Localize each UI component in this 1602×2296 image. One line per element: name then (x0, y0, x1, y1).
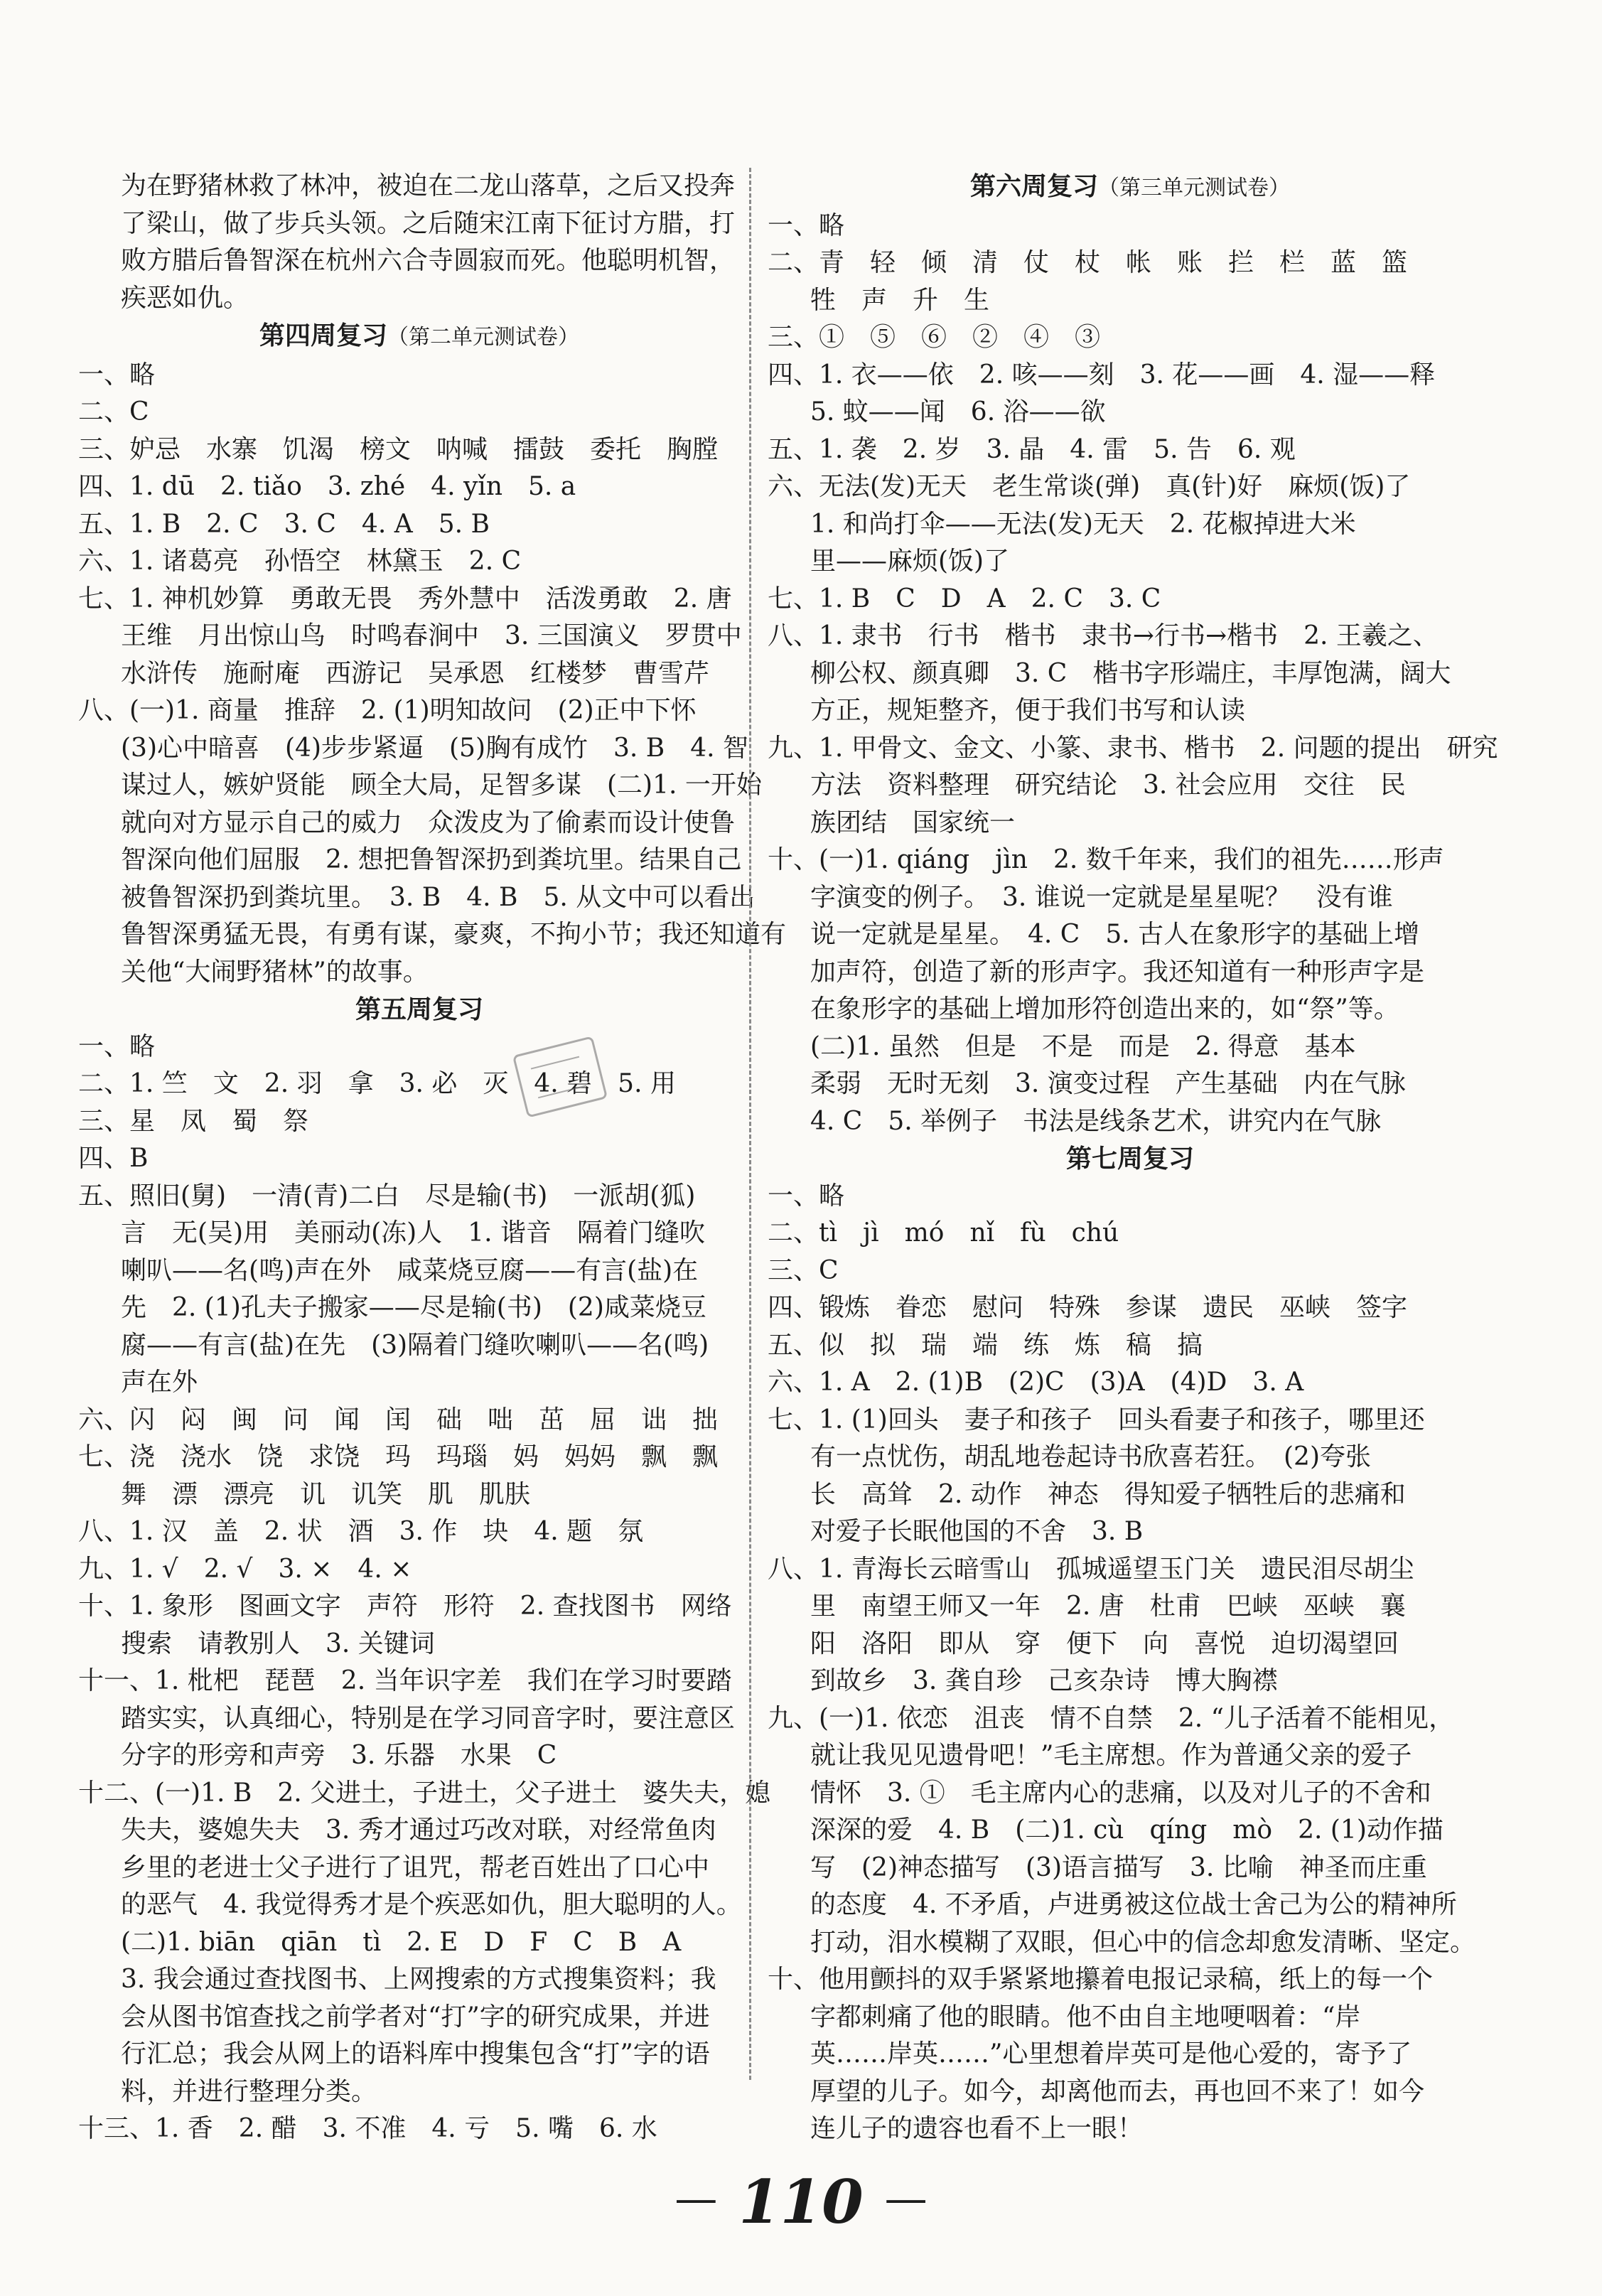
answer-continuation-line: 阳 洛阳 即从 穿 便下 向 喜悦 迫切渴望回 (810, 1629, 1399, 1658)
answer-continuation-line: 长 高耸 2. 动作 神态 得知爱子牺牲后的悲痛和 (810, 1479, 1406, 1509)
section-heading (78, 317, 760, 357)
answer-item-line: 二、C (78, 397, 149, 427)
answer-continuation-line: 分字的形旁和声旁 3. 乐器 水果 C (121, 1741, 557, 1770)
answer-continuation-line: 方正，规矩整齐，便于我们书写和认读 (810, 696, 1246, 725)
section-subtitle: （第三单元测试卷） (1098, 176, 1290, 200)
answer-continuation-line: 智深向他们屈服 2. 想把鲁智深扔到粪坑里。结果自己 (121, 845, 742, 874)
section-title: 第五周复习 (355, 994, 483, 1024)
answer-continuation-line: 的恶气 4. 我觉得秀才是个疾恶如仇，胆大聪明的人。 (121, 1890, 742, 1919)
answer-item-line: 十、1. 象形 图画文字 声符 形符 2. 查找图书 网络 (78, 1592, 732, 1621)
answer-continuation-line: 败方腊后鲁智深在杭州六合寺圆寂而死。他聪明机智， (121, 246, 736, 275)
column-divider (749, 168, 751, 2080)
answer-continuation-line: 连儿子的遗容也看不上一眼！ (810, 2114, 1144, 2143)
answer-item-line: 七、浇 浇水 饶 求饶 玛 玛瑙 妈 妈妈 飘 飘 (78, 1442, 719, 1471)
answer-item-line: 四、1. 衣——依 2. 咳——刻 3. 花——画 4. 湿——释 (768, 360, 1436, 390)
answer-item-line: 八、1. 隶书 行书 楷书 隶书→行书→楷书 2. 王羲之、 (768, 621, 1439, 650)
answer-item-line: 九、1. √ 2. √ 3. × 4. × (78, 1554, 412, 1584)
footer-dash-left: — (674, 2174, 718, 2223)
answer-continuation-line: 打动，泪水模糊了双眼，但心中的信念却愈发清晰、坚定。 (810, 1927, 1476, 1957)
answer-continuation-line: 对爱子长眠他国的不舍 3. B (810, 1517, 1144, 1546)
answer-item-line: 七、1. B C D A 2. C 3. C (768, 584, 1161, 613)
answer-continuation-line: 里 南望王师又一年 2. 唐 杜甫 巴峡 巫峡 襄 (810, 1592, 1406, 1621)
answer-continuation-line: 有一点忧伤，胡乱地卷起诗书欣喜若狂。 (2)夸张 (810, 1442, 1371, 1471)
answer-item-line: 七、1. 神机妙算 勇敢无畏 秀外慧中 活泼勇敢 2. 唐 (78, 584, 732, 613)
answer-continuation-line: 水浒传 施耐庵 西游记 吴承恩 红楼梦 曹雪芹 (121, 658, 710, 688)
answer-item-line: 八、1. 青海长云暗雪山 孤城遥望玉门关 遗民泪尽胡尘 (768, 1554, 1414, 1584)
answer-continuation-line: 字演变的例子。 3. 谁说一定就是星星呢？ 没有谁 (810, 882, 1393, 912)
answer-continuation-line: 言 无(吴)用 美丽动(冻)人 1. 谐音 隔着门缝吹 (121, 1218, 705, 1248)
answer-continuation-line: 说一定就是星星。 4. C 5. 古人在象形字的基础上增 (810, 920, 1420, 949)
answer-continuation-line: 鲁智深勇猛无畏，有勇有谋，豪爽，不拘小节；我还知道有 (121, 920, 787, 949)
footer-dash-right: — (884, 2174, 928, 2223)
left-answer-column (78, 168, 787, 2148)
answer-item-line: 一、略 (78, 360, 156, 390)
answer-continuation-line: 写 (2)神态描写 (3)语言描写 3. 比喻 神圣而庄重 (810, 1852, 1427, 1882)
answer-continuation-line: 声在外 (121, 1368, 198, 1397)
answer-item-line: 五、照旧(舅) 一清(青)二白 尽是输(书) 一派胡(狐) (78, 1181, 696, 1211)
section-heading (78, 991, 760, 1029)
answer-item-line: 八、1. 汉 盖 2. 状 酒 3. 作 块 4. 题 氛 (78, 1517, 644, 1546)
page-number-footer (0, 2167, 1602, 2237)
answer-continuation-line: 踏实实，认真细心，特别是在学习同音字时，要注意区 (121, 1703, 736, 1733)
answer-continuation-line: 在象形字的基础上增加形符创造出来的，如“祭”等。 (810, 994, 1399, 1024)
answer-item-line: 四、B (78, 1144, 149, 1173)
answer-continuation-line: 方法 资料整理 研究结论 3. 社会应用 交往 民 (810, 771, 1406, 800)
answer-continuation-line: 疾恶如仇。 (121, 283, 249, 313)
answer-continuation-line: 被鲁智深扔到粪坑里。 3. B 4. B 5. 从文中可以看出 (121, 882, 756, 912)
answer-continuation-line: 了梁山，做了步兵头领。之后随宋江南下征讨方腊，打 (121, 208, 736, 238)
answer-continuation-line: 3. 我会通过查找图书、上网搜索的方式搜集资料；我 (121, 1965, 716, 1994)
section-title: 第七周复习 (1065, 1144, 1194, 1174)
answer-continuation-line: 加声符，创造了新的形声字。我还知道有一种形声字是 (810, 957, 1425, 987)
section-heading (768, 168, 1493, 208)
answer-continuation-line: 情怀 3. ① 毛主席内心的悲痛，以及对儿子的不舍和 (810, 1778, 1431, 1808)
answer-continuation-line: 为在野猪林救了林冲，被迫在二龙山落草，之后又投奔 (121, 171, 736, 200)
answer-item-line: 三、妒忌 水寨 饥渴 榜文 呐喊 擂鼓 委托 胸膛 (78, 434, 719, 464)
answer-continuation-line: (二)1. biān qiān tì 2. E D F C B A (121, 1927, 682, 1957)
answer-item-line: 十、(一)1. qiáng jìn 2. 数千年来，我们的祖先……形声 (768, 845, 1444, 874)
section-heading (768, 1140, 1493, 1178)
answer-continuation-line: 就向对方显示自己的威力 众泼皮为了偷素而设计使鲁 (121, 808, 736, 837)
answer-continuation-line: 柔弱 无时无刻 3. 演变过程 产生基础 内在气脉 (810, 1069, 1406, 1098)
answer-item-line: 三、C (768, 1255, 839, 1285)
answer-item-line: 八、(一)1. 商量 推辞 2. (1)明知故问 (2)正中下怀 (78, 696, 697, 725)
answer-continuation-line: 5. 蚊——闻 6. 浴——欲 (810, 397, 1106, 427)
answer-continuation-line: 会从图书馆查找之前学者对“打”字的研究成果，并进 (121, 2002, 710, 2032)
answer-continuation-line: 族团结 国家统一 (810, 808, 1016, 837)
answer-item-line: 九、1. 甲骨文、金文、小篆、隶书、楷书 2. 问题的提出 研究 (768, 733, 1498, 763)
answer-item-line: 六、1. A 2. (1)B (2)C (3)A (4)D 3. A (768, 1368, 1304, 1397)
section-title: 第四周复习 (259, 321, 387, 350)
answer-continuation-line: (3)心中暗喜 (4)步步紧逼 (5)胸有成竹 3. B 4. 智 (121, 733, 749, 763)
answer-item-line: 五、似 拟 瑞 端 练 炼 稿 搞 (768, 1330, 1203, 1360)
answer-continuation-line: 料，并进行整理分类。 (121, 2076, 377, 2106)
answer-continuation-line: 舞 漂 漂亮 讥 讥笑 肌 肌肤 (121, 1479, 531, 1509)
answer-continuation-line: 先 2. (1)孔夫子搬家——尽是输(书) (2)咸菜烧豆 (121, 1293, 706, 1322)
answer-item-line: 十、他用颤抖的双手紧紧地攥着电报记录稿，纸上的每一个 (768, 1965, 1434, 1994)
answer-continuation-line: 里——麻烦(饭)了 (810, 547, 1010, 576)
right-answer-column (768, 168, 1498, 2148)
answer-item-line: 二、青 轻 倾 清 仗 杖 帐 账 拦 栏 蓝 篮 (768, 248, 1408, 277)
answer-item-line: 一、略 (768, 1181, 845, 1211)
answer-continuation-line: 厚望的儿子。如今，却离他而去，再也回不来了！如今 (810, 2076, 1425, 2106)
answer-continuation-line: 关他“大闹野猪林”的故事。 (121, 957, 429, 987)
answer-continuation-line: 英……岸英……”心里想着岸英可是他心爱的，寄予了 (810, 2039, 1412, 2069)
answer-continuation-line: 王维 月出惊山鸟 时鸣春涧中 3. 三国演义 罗贯中 (121, 621, 742, 650)
answer-continuation-line: 1. 和尚打伞——无法(发)无天 2. 花椒掉进大米 (810, 509, 1356, 539)
answer-continuation-line: 牲 声 升 生 (810, 285, 990, 315)
answer-item-line: 五、1. B 2. C 3. C 4. A 5. B (78, 509, 490, 539)
answer-item-line: 四、锻炼 眷恋 慰问 特殊 参谋 遗民 巫峡 签字 (768, 1293, 1408, 1322)
answer-item-line: 十二、(一)1. B 2. 父进土，子进土，父子进土 婆失夫，媳 (78, 1778, 771, 1808)
answer-item-line: 十一、1. 枇杷 琵琶 2. 当年识字差 我们在学习时要踏 (78, 1666, 732, 1695)
answer-item-line: 三、① ⑤ ⑥ ② ④ ③ (768, 323, 1101, 352)
answer-continuation-line: 4. C 5. 举例子 书法是线条艺术，讲究内在气脉 (810, 1106, 1382, 1136)
answer-continuation-line: 失夫，婆媳失夫 3. 秀才通过巧改对联，对经常鱼肉 (121, 1815, 716, 1845)
answer-item-line: 九、(一)1. 依恋 沮丧 情不自禁 2. “儿子活着不能相见， (768, 1703, 1455, 1733)
answer-item-line: 六、无法(发)无天 老生常谈(弹) 真(针)好 麻烦(饭)了 (768, 472, 1411, 501)
section-subtitle: （第二单元测试卷） (387, 325, 579, 350)
answer-item-line: 五、1. 袭 2. 岁 3. 晶 4. 雷 5. 告 6. 观 (768, 434, 1296, 464)
answer-continuation-line: 谋过人，嫉妒贤能 顾全大局，足智多谋 (二)1. 一开始 (121, 771, 762, 800)
section-title: 第六周复习 (969, 171, 1098, 201)
answer-item-line: 二、1. 竺 文 2. 羽 拿 3. 必 灭 4. 碧 5. 用 (78, 1069, 676, 1098)
answer-continuation-line: 深深的爱 4. B (二)1. cù qíng mò 2. (1)动作描 (810, 1815, 1444, 1845)
answer-continuation-line: 搜索 请教别人 3. 关键词 (121, 1629, 435, 1658)
answer-item-line: 三、星 凤 蜀 祭 (78, 1106, 309, 1136)
answer-item-line: 二、tì jì mó nǐ fù chú (768, 1218, 1119, 1248)
answer-continuation-line: 到故乡 3. 龚自珍 己亥杂诗 博大胸襟 (810, 1666, 1278, 1695)
answer-continuation-line: 就让我见见遗骨吧！”毛主席想。作为普通父亲的爱子 (810, 1741, 1412, 1770)
answer-continuation-line: 行汇总；我会从网上的语料库中搜集包含“打”字的语 (121, 2039, 710, 2069)
answer-continuation-line: 乡里的老进士父子进行了诅咒，帮老百姓出了口心中 (121, 1852, 710, 1882)
answer-item-line: 一、略 (768, 210, 845, 240)
answer-continuation-line: 柳公权、颜真卿 3. C 楷书字形端庄，丰厚饱满，阔大 (810, 658, 1451, 688)
answer-continuation-line: 的态度 4. 不矛盾，卢进勇被这位战士舍己为公的精神所 (810, 1890, 1457, 1919)
page-number: 110 (738, 2167, 864, 2237)
answer-continuation-line: (二)1. 虽然 但是 不是 而是 2. 得意 基本 (810, 1031, 1356, 1061)
answer-item-line: 六、闪 闷 闽 问 闻 闰 础 咄 茁 屈 诎 拙 (78, 1405, 719, 1434)
answer-item-line: 七、1. (1)回头 妻子和孩子 回头看妻子和孩子，哪里还 (768, 1405, 1425, 1434)
answer-item-line: 四、1. dū 2. tiǎo 3. zhé 4. yǐn 5. a (78, 472, 576, 501)
answer-continuation-line: 腐——有言(盐)在先 (3)隔着门缝吹喇叭——名(鸣) (121, 1330, 709, 1360)
answer-item-line: 一、略 (78, 1031, 156, 1061)
answer-continuation-line: 字都刺痛了他的眼睛。他不由自主地哽咽着：“岸 (810, 2002, 1361, 2032)
answer-item-line: 十三、1. 香 2. 醋 3. 不准 4. 亏 5. 嘴 6. 水 (78, 2114, 657, 2143)
answer-item-line: 六、1. 诸葛亮 孙悟空 林黛玉 2. C (78, 547, 522, 576)
answer-continuation-line: 喇叭——名(鸣)声在外 咸菜烧豆腐——有言(盐)在 (121, 1255, 699, 1285)
